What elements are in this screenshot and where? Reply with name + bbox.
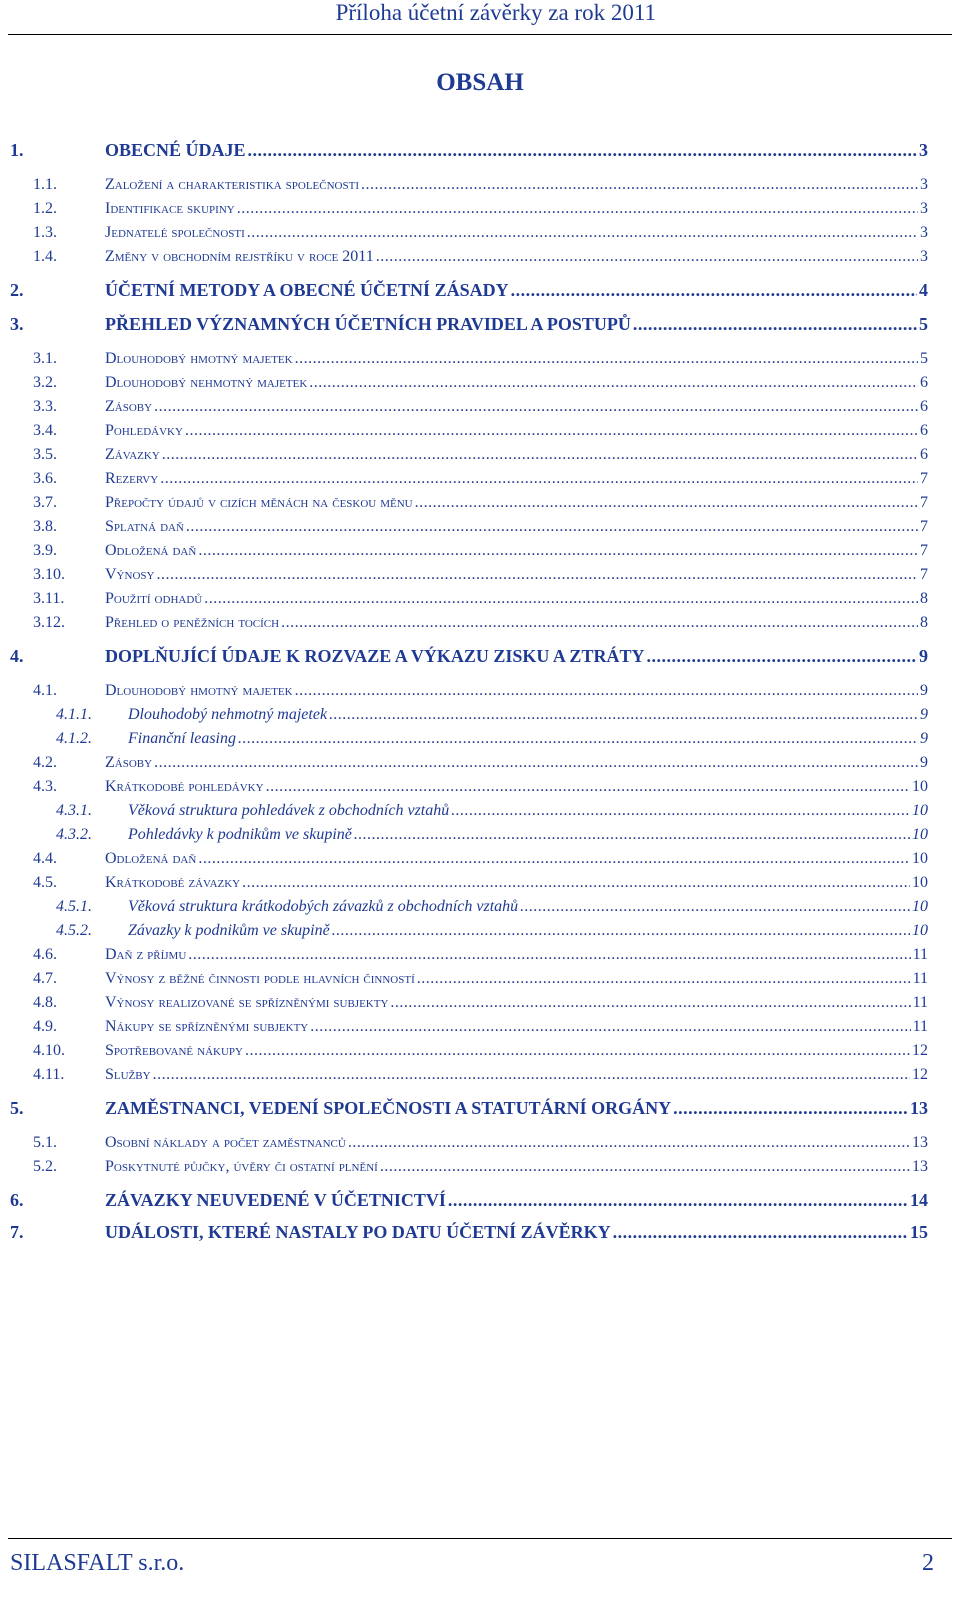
toc-entry-number: 3. [10,314,24,334]
toc-entry-number: 3.9. [33,542,57,559]
toc-entry-number: 3.2. [33,374,57,391]
toc-entry-page: 5 [919,314,928,334]
toc-entry-title: Služby [105,1066,151,1083]
toc-entry-title: Pohledávky [105,422,183,439]
toc-entry[interactable] [10,1190,928,1211]
toc-entry-page: 13 [910,1098,928,1118]
toc-entry-title: Přehled o peněžních tocích [105,614,280,631]
toc-entry[interactable] [10,140,928,161]
toc-entry[interactable] [10,994,928,1012]
toc-entry[interactable] [10,446,928,464]
toc-entry-title: DOPLŇUJÍCÍ ÚDAJE K ROZVAZE A VÝKAZU ZISKU A ZTRÁTY [105,646,645,666]
toc-entry[interactable] [10,494,928,512]
toc-entry-page: 3 [920,176,928,193]
toc-entry-page: 12 [912,1042,928,1059]
toc-entry-page: 10 [912,826,928,843]
toc-entry-title: Jednatelé společnosti [105,224,245,241]
toc-entry-page: 10 [912,850,928,867]
toc-entry-page: 7 [920,566,928,583]
toc-entry[interactable] [10,1018,928,1036]
toc-entry-title: ZAMĚSTNANCI, VEDENÍ SPOLEČNOSTI A STATUTÁRNÍ ORGÁNY [105,1098,672,1118]
toc-entry-page: 11 [912,1018,928,1035]
toc-dot-leader [451,802,910,820]
toc-entry-number: 3.12. [33,614,65,631]
toc-entry[interactable] [10,422,928,440]
toc-entry-title: Krátkodobé závazky [105,874,241,891]
toc-dot-leader [511,280,917,301]
toc-dot-leader [354,826,910,844]
toc-dot-leader [185,422,918,440]
toc-entry-number: 4.7. [33,970,57,987]
toc-entry-number: 4.3.1. [56,802,92,819]
toc-entry-page: 11 [912,946,928,963]
toc-dot-leader [361,176,918,194]
toc-entry[interactable] [10,374,928,392]
toc-entry-title: ZÁVAZKY NEUVEDENÉ V ÚČETNICTVÍ [105,1190,446,1210]
toc-entry-page: 7 [920,494,928,511]
toc-entry[interactable] [10,706,928,724]
toc-entry-number: 1. [10,140,24,160]
toc-dot-leader [295,682,918,700]
toc-entry-title: Závazky [105,446,160,463]
toc-entry-title: Výnosy [105,566,155,583]
toc-entry-title: Závazky k podnikům ve skupině [128,922,330,939]
toc-entry-number: 4.5.2. [56,922,92,939]
toc-entry-number: 4.1. [33,682,57,699]
toc-entry[interactable] [10,1042,928,1060]
toc-entry-page: 12 [912,1066,928,1083]
toc-dot-leader [266,778,910,796]
toc-entry-title: Identifikace skupiny [105,200,235,217]
toc-entry-page: 9 [920,754,928,771]
toc-entry[interactable] [10,778,928,796]
toc-entry[interactable] [10,398,928,416]
toc-entry-page: 7 [920,518,928,535]
toc-entry[interactable] [10,200,928,218]
toc-entry-number: 4.1.1. [56,706,92,723]
toc-dot-leader [673,1098,908,1119]
toc-entry-title: Spotřebované nákupy [105,1042,243,1059]
toc-entry[interactable] [10,350,928,368]
toc-entry-page: 6 [920,374,928,391]
toc-entry-title: Výnosy z běžné činnosti podle hlavních činností [105,970,415,987]
footer-page-number: 2 [922,1550,934,1576]
toc-entry[interactable] [10,826,928,844]
toc-entry-title: OBECNÉ ÚDAJE [105,140,246,160]
toc-entry-number: 1.4. [33,248,57,265]
toc-dot-leader [186,518,918,536]
toc-dot-leader [162,446,918,464]
toc-entry-title: Výnosy realizované se spřízněnými subjekty [105,994,389,1011]
toc-entry[interactable] [10,1066,928,1084]
toc-entry-number: 5.1. [33,1134,57,1151]
toc-entry-number: 3.11. [33,590,65,607]
toc-entry[interactable] [10,1098,928,1119]
toc-entry[interactable] [10,1158,928,1176]
toc-entry-number: 5.2. [33,1158,57,1175]
toc-entry[interactable] [10,970,928,988]
toc-dot-leader [198,850,910,868]
toc-entry-page: 9 [919,646,928,666]
toc-dot-leader [248,140,917,161]
toc-entry[interactable] [10,542,928,560]
toc-dot-leader [417,970,911,988]
toc-entry-title: Změny v obchodním rejstříku v roce 2011 [105,248,374,265]
toc-dot-leader [376,248,918,266]
toc-entry[interactable] [10,802,928,820]
toc-dot-leader [390,994,910,1012]
toc-dot-leader [348,1134,910,1152]
toc-entry-title: Dlouhodobý nehmotný majetek [128,706,328,723]
toc-entry[interactable] [10,646,928,667]
toc-entry-page: 7 [920,470,928,487]
toc-entry-page: 6 [920,422,928,439]
toc-dot-leader [242,874,910,892]
toc-entry[interactable] [10,874,928,892]
toc-entry-page: 3 [919,140,928,160]
toc-dot-leader [154,754,918,772]
toc-dot-leader [332,922,910,940]
toc-entry[interactable] [10,566,928,584]
toc-entry-page: 10 [912,874,928,891]
header-rule [8,34,952,35]
toc-entry-number: 4.5.1. [56,898,92,915]
toc-entry-number: 4.3.2. [56,826,92,843]
toc-entry[interactable] [10,470,928,488]
toc-entry-title: Zásoby [105,754,153,771]
toc-entry-title: UDÁLOSTI, KTERÉ NASTALY PO DATU ÚČETNÍ ZÁVĚRKY [105,1222,611,1242]
toc-entry-page: 9 [920,730,928,747]
footer-company: SILASFALT s.r.o. [10,1550,185,1576]
toc-dot-leader [646,646,917,667]
toc-entry-title: Nákupy se spřízněnými subjekty [105,1018,309,1035]
toc-dot-leader [380,1158,910,1176]
toc-entry-page: 9 [920,682,928,699]
toc-entry-title: Odložená daň [105,850,197,867]
toc-entry[interactable] [10,224,928,242]
toc-entry-number: 3.5. [33,446,57,463]
toc-entry-page: 10 [912,922,928,939]
toc-entry[interactable] [10,1222,928,1243]
toc-entry-title: Použití odhadů [105,590,203,607]
toc-entry[interactable] [10,518,928,536]
toc-entry-number: 2. [10,280,24,300]
header-title: Příloha účetní závěrky za rok 2011 [335,0,656,25]
toc-entry-number: 3.6. [33,470,57,487]
toc-entry-number: 3.4. [33,422,57,439]
toc-dot-leader [237,200,918,218]
toc-dot-leader [238,730,918,748]
toc-entry-page: 3 [920,200,928,217]
toc-entry[interactable] [10,280,928,301]
toc-heading: OBSAH [436,69,524,96]
toc-entry-number: 3.8. [33,518,57,535]
toc-entry[interactable] [10,850,928,868]
toc-entry-title: Věková struktura krátkodobých závazků z obchodních vztahů [128,898,519,915]
toc-entry[interactable] [10,922,928,940]
footer-rule [8,1538,952,1539]
toc-entry[interactable] [10,730,928,748]
toc-entry-number: 4.8. [33,994,57,1011]
toc-entry-number: 3.1. [33,350,57,367]
toc-dot-leader [633,314,917,335]
toc-entry-page: 8 [920,590,928,607]
toc-entry-title: Zásoby [105,398,153,415]
toc-entry-number: 3.3. [33,398,57,415]
toc-entry-page: 15 [910,1222,928,1242]
toc-entry-page: 4 [919,280,928,300]
toc-entry-title: Finanční leasing [128,730,236,747]
toc-dot-leader [520,898,910,916]
toc-entry-page: 9 [920,706,928,723]
toc-entry-number: 6. [10,1190,24,1210]
toc-entry-number: 4.5. [33,874,57,891]
toc-entry[interactable] [10,682,928,700]
toc-entry[interactable] [10,1134,928,1152]
toc-entry[interactable] [10,614,928,632]
toc-entry-title: Dlouhodobý hmotný majetek [105,350,293,367]
toc-entry-page: 13 [912,1158,928,1175]
toc-entry-page: 3 [920,248,928,265]
toc-entry-number: 4.6. [33,946,57,963]
toc-entry-number: 1.1. [33,176,57,193]
toc-dot-leader [198,542,918,560]
toc-dot-leader [281,614,918,632]
toc-entry-number: 4.3. [33,778,57,795]
toc-entry-number: 4.11. [33,1066,65,1083]
toc-entry-title: Splatná daň [105,518,184,535]
toc-dot-leader [247,224,918,242]
toc-entry-page: 14 [910,1190,928,1210]
toc-dot-leader [448,1190,908,1211]
toc-entry-number: 4.10. [33,1042,65,1059]
toc-dot-leader [188,946,910,964]
toc-entry-title: Daň z příjmu [105,946,187,963]
toc-entry-title: Věková struktura pohledávek z obchodních vztahů [128,802,450,819]
toc-entry-title: Přepočty údajů v cizích měnách na českou měnu [105,494,413,511]
toc-entry-number: 3.7. [33,494,57,511]
toc-dot-leader [310,1018,910,1036]
toc-entry-title: Dlouhodobý hmotný majetek [105,682,293,699]
toc-entry[interactable] [10,898,928,916]
toc-entry-number: 7. [10,1222,24,1242]
toc-entry-number: 4.9. [33,1018,57,1035]
toc-dot-leader [309,374,918,392]
toc-dot-leader [160,470,918,488]
toc-dot-leader [156,566,918,584]
toc-dot-leader [153,1066,910,1084]
toc-entry[interactable] [10,248,928,266]
toc-entry-page: 10 [912,802,928,819]
toc-entry-page: 10 [912,898,928,915]
toc-entry[interactable] [10,590,928,608]
toc-entry-number: 5. [10,1098,24,1118]
toc-dot-leader [245,1042,910,1060]
toc-entry-title: Pohledávky k podnikům ve skupině [128,826,352,843]
toc-dot-leader [295,350,918,368]
toc-entry-page: 3 [920,224,928,241]
toc-entry-title: Poskytnuté půjčky, úvěry či ostatní plnění [105,1158,378,1175]
toc-entry-page: 6 [920,446,928,463]
toc-dot-leader [613,1222,908,1243]
toc-entry-number: 4.1.2. [56,730,92,747]
toc-entry-page: 13 [912,1134,928,1151]
toc-entry-page: 11 [912,994,928,1011]
toc-entry-title: Osobní náklady a počet zaměstnanců [105,1134,346,1151]
toc-dot-leader [415,494,918,512]
page-header [0,0,960,40]
toc-entry-page: 7 [920,542,928,559]
toc-entry[interactable] [10,754,928,772]
toc-entry-title: PŘEHLED VÝZNAMNÝCH ÚČETNÍCH PRAVIDEL A POSTUPŮ [105,314,631,334]
toc-entry-page: 10 [912,778,928,795]
toc-entry-title: Založení a charakteristika společnosti [105,176,359,193]
toc-dot-leader [329,706,918,724]
toc-entry-page: 5 [920,350,928,367]
toc-entry-title: Dlouhodobý nehmotný majetek [105,374,308,391]
toc-entry-page: 8 [920,614,928,631]
toc-entry-number: 3.10. [33,566,65,583]
toc-dot-leader [204,590,918,608]
toc-entry-number: 4.2. [33,754,57,771]
toc-entry-number: 1.3. [33,224,57,241]
toc-entry-number: 4.4. [33,850,57,867]
toc-entry[interactable] [10,314,928,335]
toc-entry-page: 6 [920,398,928,415]
toc-entry[interactable] [10,176,928,194]
toc-entry-number: 4. [10,646,24,666]
toc-entry-page: 11 [912,970,928,987]
toc-entry-title: ÚČETNÍ METODY A OBECNÉ ÚČETNÍ ZÁSADY [105,280,509,300]
toc-entry-number: 1.2. [33,200,57,217]
toc-entry-title: Odložená daň [105,542,197,559]
toc-dot-leader [154,398,918,416]
toc-entry-title: Rezervy [105,470,159,487]
toc-entry-title: Krátkodobé pohledávky [105,778,264,795]
toc-entry[interactable] [10,946,928,964]
